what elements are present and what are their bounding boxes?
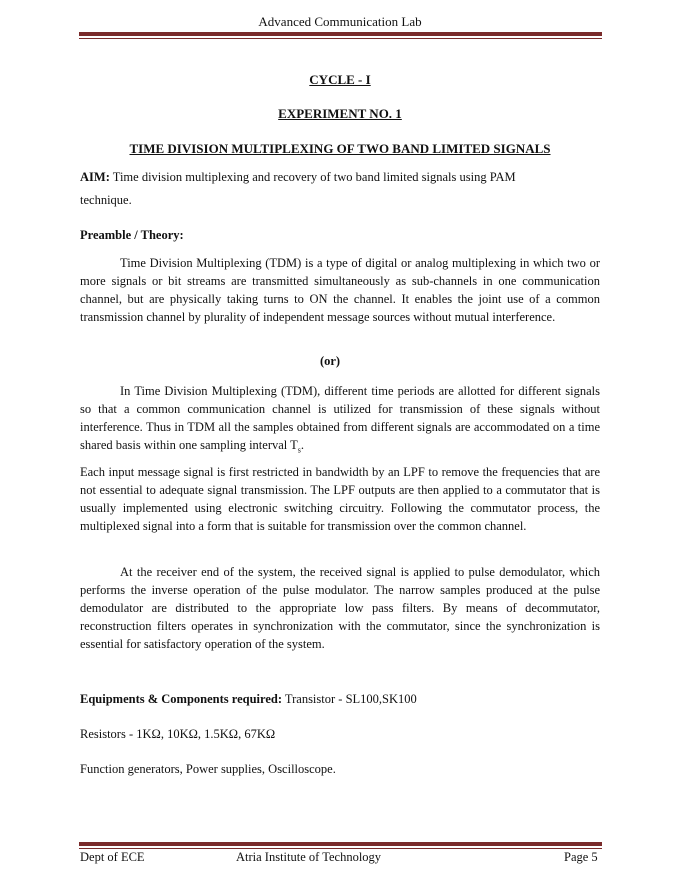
footer-institute: Atria Institute of Technology <box>236 850 382 864</box>
theory-paragraph-1: Time Division Multiplexing (TDM) is a type of digital or analog multiplexing in which two or more signals or bit streams are transmitted simultaneously as sub-channels in one communication channel, but are physically taking turns to ON the channel. It enables the joint use of a common transmission channel by plurality of independent message sources without mutual interference. <box>80 256 600 324</box>
cycle-heading: CYCLE - I <box>309 72 371 87</box>
header-rule-thin <box>79 38 602 39</box>
theory-paragraph-4: At the receiver end of the system, the received signal is applied to pulse demodulator, which performs the inverse operation of the pulse modulator. The narrow samples produced at the pulse demodulator are distributed to the appropriate low pass filters. By means of decommutator, reconstruction filters operates in synchronization with the commutator, since the synchronization is essential for satisfactory operation of the system. <box>80 565 600 651</box>
aim-label: AIM: <box>80 170 110 184</box>
equipment-others: Function generators, Power supplies, Oscilloscope. <box>80 762 336 776</box>
footer-page-number: Page 5 <box>564 850 598 864</box>
experiment-heading: EXPERIMENT NO. 1 <box>278 106 402 121</box>
header-rule <box>79 32 602 36</box>
or-separator: (or) <box>319 354 341 368</box>
theory-paragraph-2 <box>80 382 600 460</box>
paragraph-2-end: . <box>300 438 305 452</box>
theory-paragraph-3: Each input message signal is first restricted in bandwidth by an LPF to remove the frequencies that are not essential to adequate signal transmission. The LPF outputs are then applied to a commutator that is usually implemented using electronic switching circuitry. Following the commutator process, the multiplexed signal into a form that is suitable for transmission over the common channel. <box>80 465 600 533</box>
paragraph-2-text: In Time Division Multiplexing (TDM), different time periods are allotted for different signals so that a common communication channel is utilized for transmission of these signals without interference. Thus in TDM all the samples obtained from different signals are accommodated on a time shared basis within one sampling interval T <box>80 384 600 452</box>
aim-text-line2: technique. <box>80 193 132 207</box>
aim-section <box>80 168 600 186</box>
equipment-section <box>80 690 600 708</box>
footer-rule <box>79 842 602 846</box>
experiment-title: TIME DIVISION MULTIPLEXING OF TWO BAND LIMITED SIGNALS <box>129 141 551 156</box>
equipment-transistor: Transistor - SL100,SK100 <box>284 692 417 706</box>
equipment-label: Equipments & Components required: <box>80 692 282 706</box>
header-title: Advanced Communication Lab <box>258 14 422 29</box>
equipment-resistors: Resistors - 1KΩ, 10KΩ, 1.5KΩ, 67KΩ <box>80 727 276 741</box>
footer-rule-thin <box>79 848 602 849</box>
footer-dept: Dept of ECE <box>80 850 145 864</box>
theory-heading: Preamble / Theory: <box>80 228 184 242</box>
sampling-subscript: s <box>297 445 301 455</box>
aim-text-line1: Time division multiplexing and recovery of two band limited signals using PAM <box>112 170 516 184</box>
